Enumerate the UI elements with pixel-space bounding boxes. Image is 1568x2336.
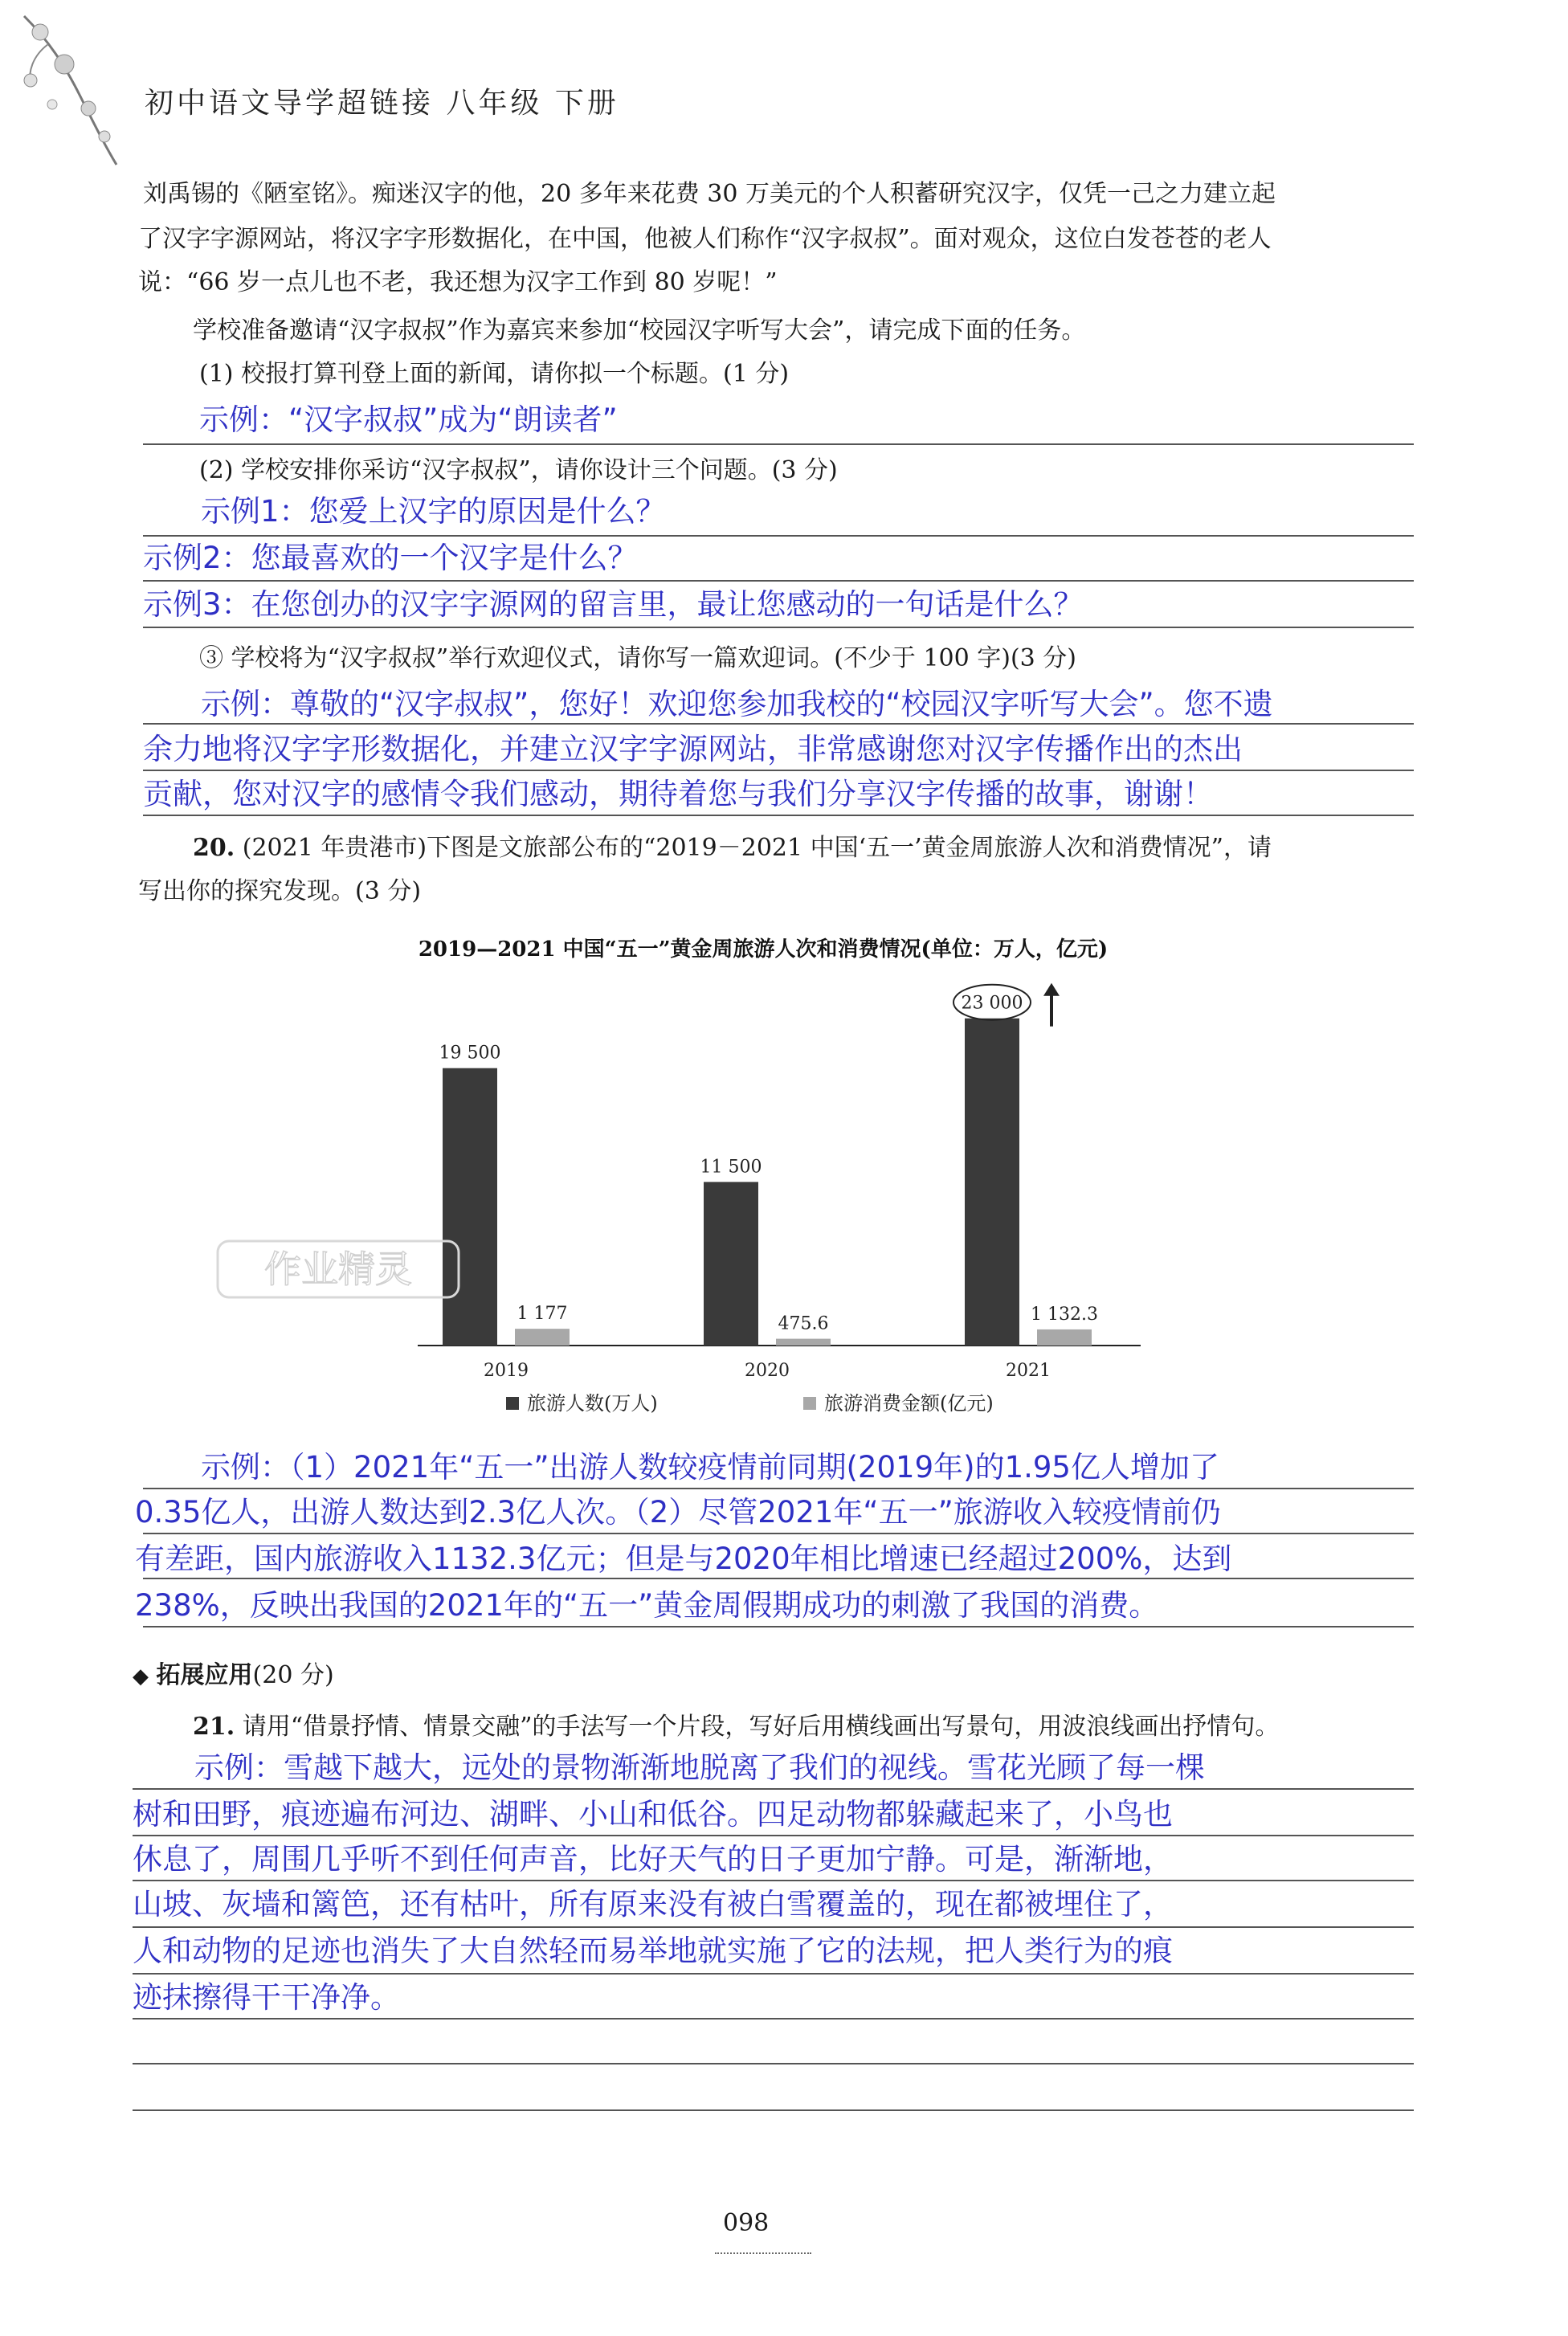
q2-answer-2: 示例2：您最喜欢的一个汉字是什么？ [143,541,638,575]
data-label: 1 132.3 [1031,1304,1098,1325]
q1-answer: 示例：“汉字叔叔”成为“朗读者” [199,402,618,437]
q21-answer-3: 休息了，周围几乎听不到任何声音，比好天气的日子更加宁静。可是，渐渐地， [133,1842,1173,1877]
q3-prompt: ③ 学校将为“汉字叔叔”举行欢迎仪式，请你写一篇欢迎词。(不少于 100 字)(3 分) [199,644,1076,672]
data-label: 23 000 [961,993,1023,1014]
answer-line [143,627,1414,628]
q3-answer-2: 余力地将汉字字形数据化，并建立汉字字源网站，非常感谢您对汉字传播作出的杰出 [143,732,1243,766]
bar-spending-2020 [776,1339,831,1346]
passage-line: 说：“66 岁一点儿也不老，我还想为汉字工作到 80 岁呢！” [138,268,778,296]
q21-answer-1: 示例：雪越下越大，远处的景物渐渐地脱离了我们的视线。雪花光顾了每一棵 [194,1750,1205,1785]
bar-visitors-2020 [704,1182,758,1346]
q20-answer-2: 0.35亿人，出游人数达到2.3亿人次。（2）尽管2021年“五一”旅游收入较疫情前仍 [135,1495,1221,1529]
bar-visitors-2021 [965,1019,1019,1346]
task-intro: 学校准备邀请“汉字叔叔”作为嘉宾来参加“校园汉字听写大会”，请完成下面的任务。 [193,317,1086,345]
legend-swatch [803,1397,816,1410]
diamond-icon: ◆ [133,1664,149,1689]
svg-text:作业精灵: 作业精灵 [264,1248,412,1291]
q3-answer-3: 贡献，您对汉字的感情令我们感动，期待着您与我们分享汉字传播的故事，谢谢！ [143,777,1213,811]
chart-svg [353,924,1173,1446]
page-number: 098 [723,2209,770,2237]
chart-title: 2019—2021 中国“五一”黄金周旅游人次和消费情况(单位：万人，亿元) [418,937,1109,962]
flower-branch-icon [16,8,129,169]
q20-number: 20. [193,834,235,862]
legend-entry: 旅游消费金额(亿元) [824,1392,994,1415]
section-title: 拓展应用 [156,1661,253,1689]
legend-entry: 旅游人数(万人) [527,1392,658,1415]
header-title: 初中语文导学超链接 八年级 下册 [145,87,619,120]
q21-answer-6: 迹抹擦得干干净净。 [133,1980,400,2015]
q20-answer-4: 238%，反映出我国的2021年的“五一”黄金周假期成功的刺激了我国的消费。 [135,1588,1159,1623]
answer-line [143,1578,1414,1579]
q20-prompt [193,832,1478,864]
bar-spending-2019 [515,1329,570,1346]
page-number-dots [715,2252,811,2254]
q2-prompt: (2) 学校安排你采访“汉字叔叔”，请你设计三个问题。(3 分) [199,456,838,484]
passage-line: 刘禹锡的《陋室铭》。痴迷汉字的他，20 多年来花费 30 万美元的个人积蓄研究汉字，仅凭一己之力建立起 [143,180,1276,208]
q21-answer-5: 人和动物的足迹也消失了大自然轻而易举地就实施了它的法规，把人类行为的痕 [133,1934,1173,1968]
q3-answer-1: 示例：尊敬的“汉字叔叔”，您好！欢迎您参加我校的“校园汉字听写大会”。您不遗 [201,687,1273,721]
data-label: 11 500 [700,1157,762,1178]
q20-answer-3: 有差距，国内旅游收入1132.3亿元；但是与2020年相比增速已经超过200%，达到 [135,1542,1232,1576]
answer-line [133,2109,1414,2111]
tourism-bar-chart [353,924,1173,1446]
q21-number: 21. [193,1713,235,1741]
q21-prompt [193,1711,1478,1743]
tick-label-2021: 2021 [1006,1361,1051,1381]
q21-answer-4: 山坡、灰墙和篱笆，还有枯叶，所有原来没有被白雪覆盖的，现在都被埋住了， [133,1887,1173,1921]
up-arrow-head-icon [1043,983,1060,996]
q20-prompt-text: (2021 年贵港市)下图是文旅部公布的“2019－2021 中国‘五一’黄金周旅游人次和消费情况”，请 [242,834,1272,862]
bar-visitors-2019 [443,1068,497,1346]
data-label: 19 500 [439,1043,501,1064]
watermark-logo [214,1237,463,1301]
answer-line [143,443,1414,445]
q21-answer-2: 树和田野，痕迹遍布河边、湖畔、小山和低谷。四足动物都躲藏起来了，小鸟也 [133,1797,1173,1832]
answer-line [133,2063,1414,2064]
data-label: 1 177 [517,1304,568,1325]
q20-prompt-line-2: 写出你的探究发现。(3 分) [138,877,422,905]
section-score: (20 分) [252,1661,334,1689]
q2-answer-3: 示例3：在您创办的汉字字源网的留言里，最让您感动的一句话是什么？ [143,587,1084,622]
answer-line [133,2018,1414,2019]
section-heading [133,1655,334,1690]
q1-prompt: (1) 校报打算刊登上面的新闻，请你拟一个标题。(1 分) [199,360,790,388]
q21-prompt-text: 请用“借景抒情、情景交融”的手法写一个片段，写好后用横线画出写景句，用波浪线画出抒情句。 [242,1713,1280,1741]
data-label: 475.6 [778,1313,829,1334]
answer-line [143,1626,1414,1627]
legend-swatch [506,1397,519,1410]
q20-answer-1: 示例：（1）2021年“五一”出游人数较疫情前同期(2019年)的1.95亿人增加了 [201,1450,1219,1485]
bar-spending-2021 [1037,1329,1092,1346]
q2-answer-1: 示例1：您爱上汉字的原因是什么？ [201,494,666,529]
tick-label-2020: 2020 [745,1361,790,1381]
tick-label-2019: 2019 [484,1361,529,1381]
passage-line: 了汉字字源网站，将汉字字形数据化，在中国，他被人们称作“汉字叔叔”。面对观众，这位白发苍苍的老人 [138,225,1272,253]
answer-line [143,815,1414,816]
